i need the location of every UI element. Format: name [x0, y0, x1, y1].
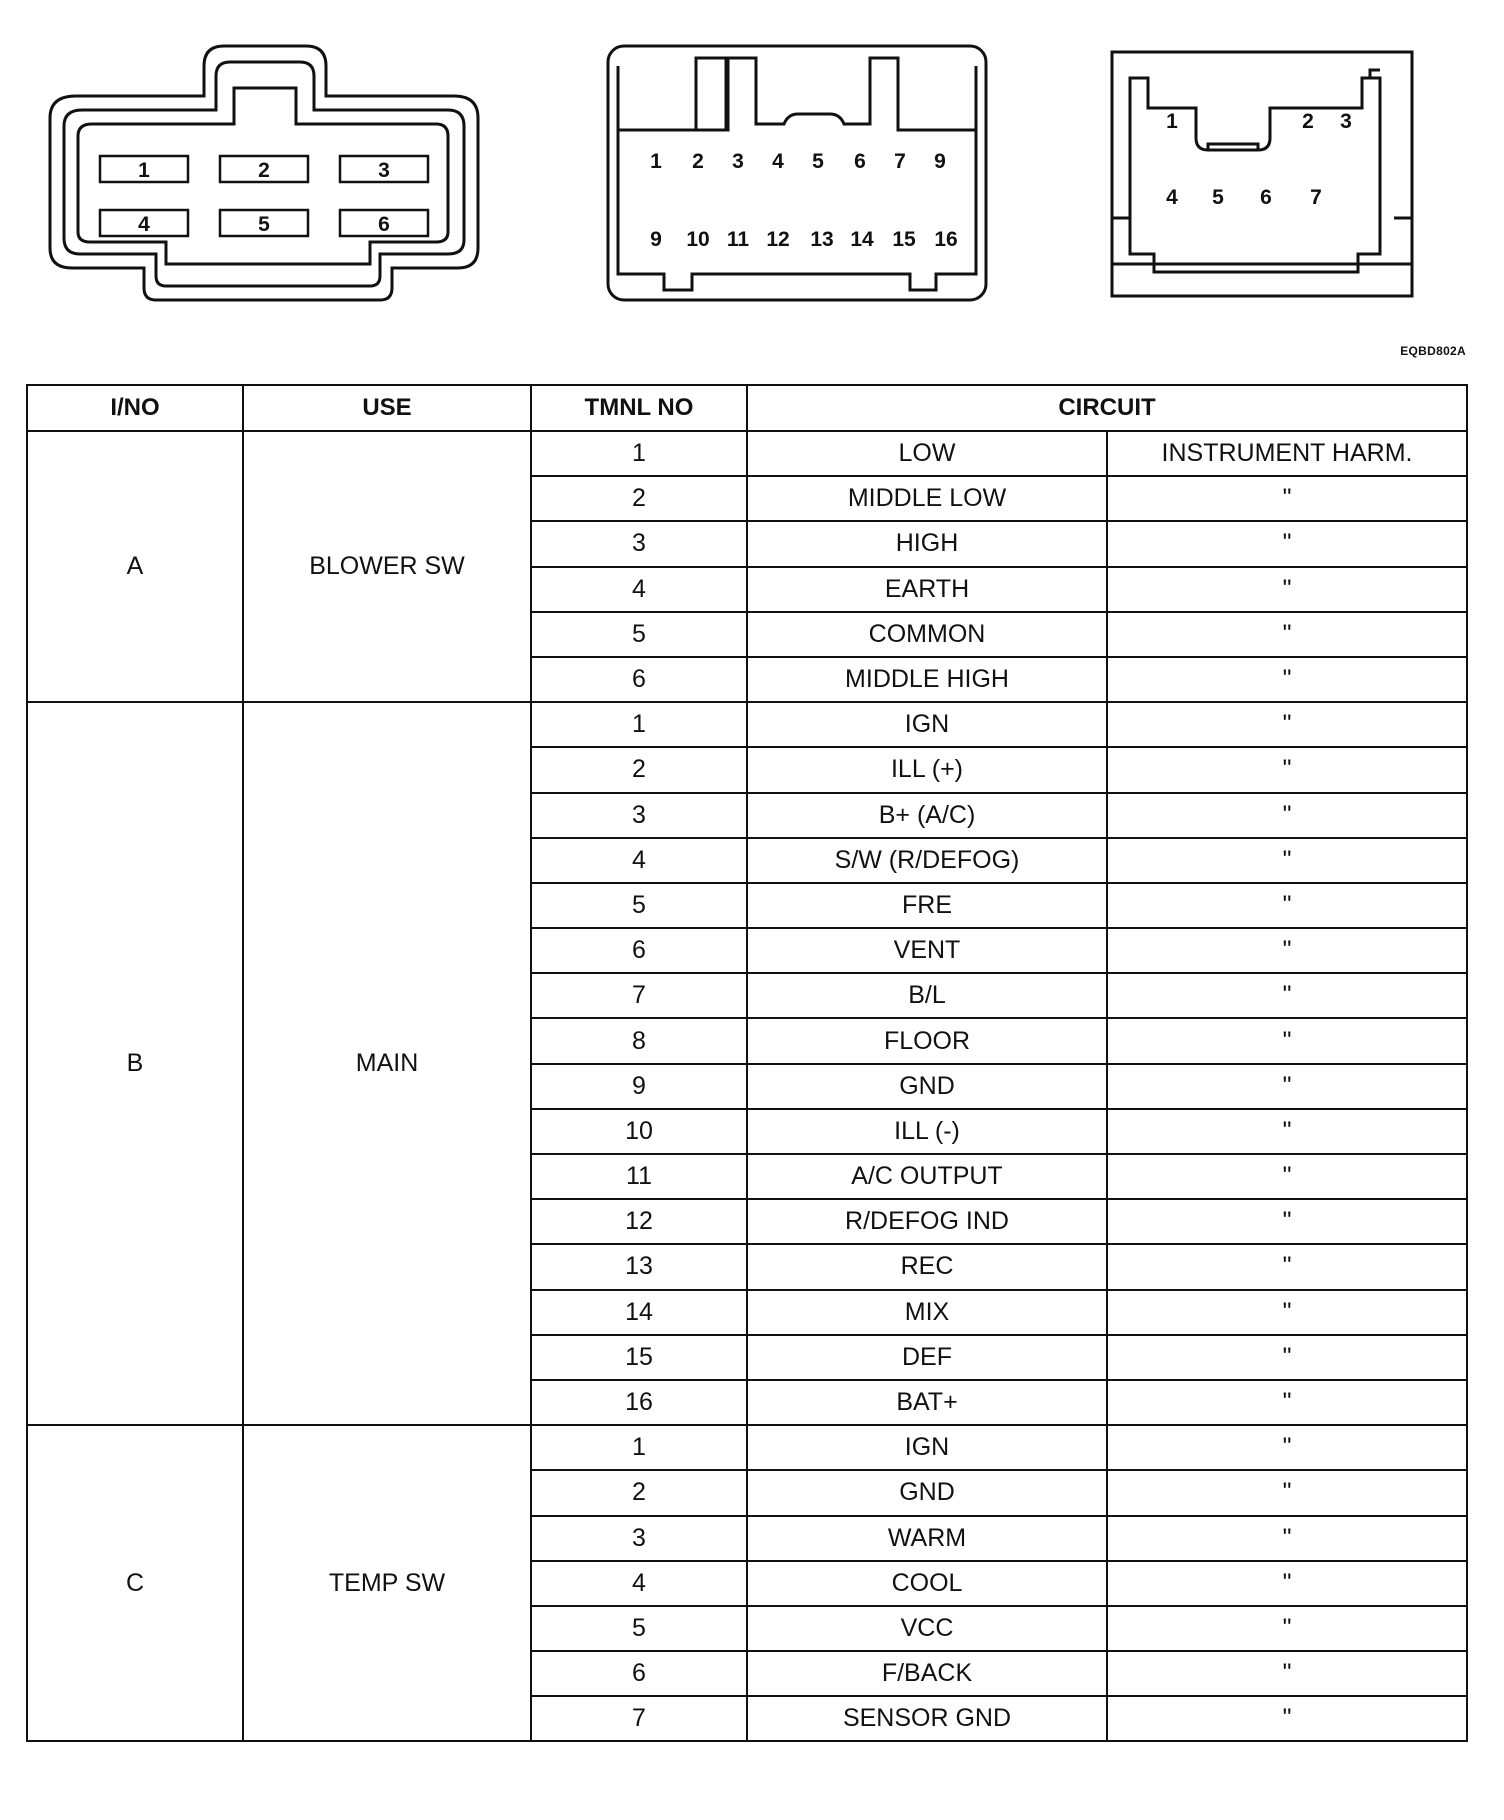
circuit-cell: FRE [747, 883, 1107, 928]
connector-a-pin: 6 [378, 213, 390, 236]
circuit-cell: VCC [747, 1606, 1107, 1651]
header-circuit: CIRCUIT [747, 385, 1467, 431]
connector-c-pin: 3 [1340, 110, 1352, 133]
tmnl-cell: 4 [531, 567, 747, 612]
tmnl-cell: 5 [531, 1606, 747, 1651]
connector-b-pin: 7 [894, 150, 906, 173]
harness-ditto-cell: " [1107, 838, 1467, 883]
tmnl-cell: 3 [531, 1516, 747, 1561]
circuit-cell: IGN [747, 702, 1107, 747]
connector-a-pin: 5 [258, 213, 270, 236]
tmnl-cell: 11 [531, 1154, 747, 1199]
tmnl-cell: 7 [531, 973, 747, 1018]
tmnl-cell: 7 [531, 1696, 747, 1741]
tmnl-cell: 2 [531, 1470, 747, 1515]
connector-b-pin: 13 [810, 228, 834, 251]
terminal-table [26, 384, 1468, 1742]
harness-ditto-cell: " [1107, 1651, 1467, 1696]
tmnl-cell: 10 [531, 1109, 747, 1154]
tmnl-cell: 5 [531, 612, 747, 657]
tmnl-cell: 1 [531, 431, 747, 476]
ino-cell: C [27, 1425, 243, 1741]
circuit-cell: MIDDLE LOW [747, 476, 1107, 521]
connector-c-pin: 7 [1310, 186, 1322, 209]
circuit-cell: B+ (A/C) [747, 793, 1107, 838]
connector-b-diagram [604, 42, 994, 304]
harness-cell: INSTRUMENT HARM. [1107, 431, 1467, 476]
circuit-cell: EARTH [747, 567, 1107, 612]
circuit-cell: HIGH [747, 521, 1107, 566]
connector-b-pin: 12 [766, 228, 790, 251]
connector-c-pin: 2 [1302, 110, 1314, 133]
connector-b-pin: 15 [892, 228, 916, 251]
connector-b-drawing [604, 42, 994, 304]
harness-ditto-cell: " [1107, 1109, 1467, 1154]
connector-b-pin: 10 [686, 228, 710, 251]
tmnl-cell: 5 [531, 883, 747, 928]
connector-a-pin: 4 [138, 213, 150, 236]
circuit-cell: COOL [747, 1561, 1107, 1606]
tmnl-cell: 3 [531, 793, 747, 838]
connector-a-pin: 1 [138, 159, 150, 182]
connector-a-diagram [44, 38, 490, 306]
circuit-cell: F/BACK [747, 1651, 1107, 1696]
tmnl-cell: 6 [531, 928, 747, 973]
harness-ditto-cell: " [1107, 1516, 1467, 1561]
connector-b-pin: 9 [934, 150, 946, 173]
connector-b-pin: 1 [650, 150, 662, 173]
harness-ditto-cell: " [1107, 747, 1467, 792]
connector-c-diagram [1108, 48, 1422, 302]
circuit-cell: MIX [747, 1290, 1107, 1335]
harness-ditto-cell: " [1107, 1335, 1467, 1380]
tmnl-cell: 16 [531, 1380, 747, 1425]
circuit-cell: A/C OUTPUT [747, 1154, 1107, 1199]
table-row [27, 1425, 1467, 1470]
connector-c-pin: 4 [1166, 186, 1178, 209]
harness-ditto-cell: " [1107, 521, 1467, 566]
connector-b-pin: 4 [772, 150, 784, 173]
tmnl-cell: 3 [531, 521, 747, 566]
connector-c-drawing [1108, 48, 1422, 302]
header-tmnl: TMNL NO [531, 385, 747, 431]
harness-ditto-cell: " [1107, 1064, 1467, 1109]
table-row [27, 431, 1467, 476]
harness-ditto-cell: " [1107, 1199, 1467, 1244]
circuit-cell: B/L [747, 973, 1107, 1018]
harness-ditto-cell: " [1107, 883, 1467, 928]
header-ino: I/NO [27, 385, 243, 431]
circuit-cell: S/W (R/DEFOG) [747, 838, 1107, 883]
harness-ditto-cell: " [1107, 1696, 1467, 1741]
circuit-cell: GND [747, 1470, 1107, 1515]
circuit-cell: MIDDLE HIGH [747, 657, 1107, 702]
harness-ditto-cell: " [1107, 567, 1467, 612]
circuit-cell: ILL (-) [747, 1109, 1107, 1154]
connector-a-pin: 3 [378, 159, 390, 182]
connector-c-pin: 1 [1166, 110, 1178, 133]
circuit-cell: IGN [747, 1425, 1107, 1470]
circuit-cell: DEF [747, 1335, 1107, 1380]
harness-ditto-cell: " [1107, 1561, 1467, 1606]
tmnl-cell: 2 [531, 747, 747, 792]
circuit-cell: R/DEFOG IND [747, 1199, 1107, 1244]
harness-ditto-cell: " [1107, 1380, 1467, 1425]
tmnl-cell: 13 [531, 1244, 747, 1289]
tmnl-cell: 1 [531, 702, 747, 747]
ino-cell: B [27, 702, 243, 1425]
table-header-row [27, 385, 1467, 431]
connector-b-pin: 14 [850, 228, 874, 251]
tmnl-cell: 6 [531, 657, 747, 702]
circuit-cell: ILL (+) [747, 747, 1107, 792]
connector-b-pin: 11 [726, 228, 750, 251]
figure-code: EQBD802A [1400, 344, 1466, 358]
tmnl-cell: 4 [531, 1561, 747, 1606]
harness-ditto-cell: " [1107, 793, 1467, 838]
tmnl-cell: 8 [531, 1018, 747, 1063]
connector-c-pin: 6 [1260, 186, 1272, 209]
header-use: USE [243, 385, 531, 431]
harness-ditto-cell: " [1107, 928, 1467, 973]
tmnl-cell: 15 [531, 1335, 747, 1380]
connector-b-pin: 9 [650, 228, 662, 251]
harness-ditto-cell: " [1107, 657, 1467, 702]
harness-ditto-cell: " [1107, 1425, 1467, 1470]
connector-a-pin: 2 [258, 159, 270, 182]
connector-b-pin: 3 [732, 150, 744, 173]
circuit-cell: WARM [747, 1516, 1107, 1561]
harness-ditto-cell: " [1107, 1154, 1467, 1199]
harness-ditto-cell: " [1107, 702, 1467, 747]
tmnl-cell: 12 [531, 1199, 747, 1244]
circuit-cell: SENSOR GND [747, 1696, 1107, 1741]
harness-ditto-cell: " [1107, 1244, 1467, 1289]
tmnl-cell: 4 [531, 838, 747, 883]
circuit-cell: GND [747, 1064, 1107, 1109]
use-cell: BLOWER SW [243, 431, 531, 702]
connector-c-pin: 5 [1212, 186, 1224, 209]
circuit-cell: FLOOR [747, 1018, 1107, 1063]
tmnl-cell: 6 [531, 1651, 747, 1696]
circuit-cell: REC [747, 1244, 1107, 1289]
harness-ditto-cell: " [1107, 612, 1467, 657]
connector-b-pin: 16 [934, 228, 958, 251]
harness-ditto-cell: " [1107, 1018, 1467, 1063]
harness-ditto-cell: " [1107, 1290, 1467, 1335]
harness-ditto-cell: " [1107, 1606, 1467, 1651]
circuit-cell: VENT [747, 928, 1107, 973]
use-cell: MAIN [243, 702, 531, 1425]
tmnl-cell: 9 [531, 1064, 747, 1109]
connector-b-pin: 5 [812, 150, 824, 173]
circuit-cell: BAT+ [747, 1380, 1107, 1425]
table-body [27, 431, 1467, 1741]
ino-cell: A [27, 431, 243, 702]
tmnl-cell: 2 [531, 476, 747, 521]
connector-b-pin: 2 [692, 150, 704, 173]
use-cell: TEMP SW [243, 1425, 531, 1741]
circuit-cell: COMMON [747, 612, 1107, 657]
harness-ditto-cell: " [1107, 476, 1467, 521]
tmnl-cell: 1 [531, 1425, 747, 1470]
tmnl-cell: 14 [531, 1290, 747, 1335]
harness-ditto-cell: " [1107, 973, 1467, 1018]
connector-b-pin: 6 [854, 150, 866, 173]
harness-ditto-cell: " [1107, 1470, 1467, 1515]
circuit-cell: LOW [747, 431, 1107, 476]
connector-a-drawing [44, 38, 490, 306]
table-row [27, 702, 1467, 747]
